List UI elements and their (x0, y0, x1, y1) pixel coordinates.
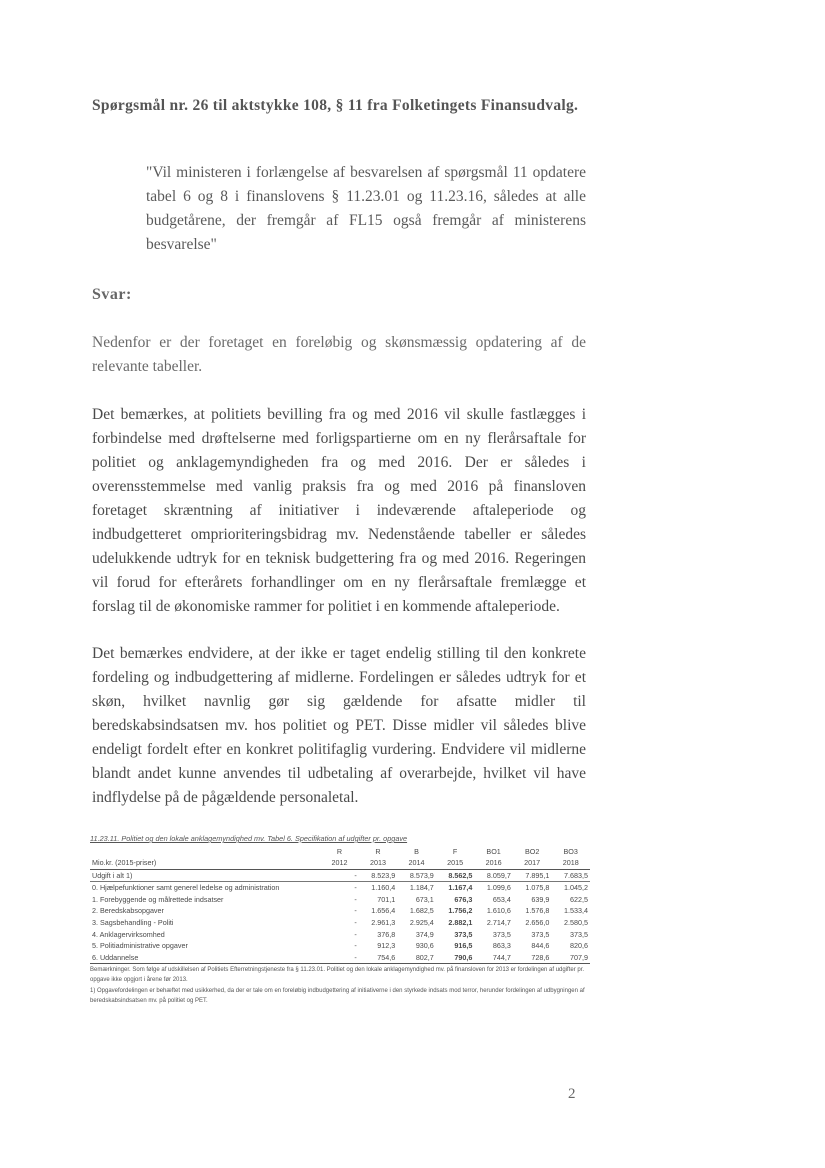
table-notes (90, 966, 590, 1006)
table-header-row-type (90, 847, 590, 857)
table-row (90, 894, 590, 906)
expenditure-table (90, 847, 590, 964)
table-row (90, 882, 590, 894)
table-cell: 373,5 (492, 929, 511, 939)
table-cell: 376,8 (377, 929, 396, 939)
table-cell: 916,5 (454, 941, 473, 951)
table-cell: 2.580,5 (564, 917, 588, 927)
table-note-footnote: 1) Opgavefordelingen er behæftet med usikkerhed, da der er tale om en foreløbig indbudgettering af initiativerne i den styrkede indsats mod terror, herunder fordelingen af udbygningen af beredskabsindsatsen mv. på politiet og PET. (90, 988, 585, 1004)
table-cell: 2014 (397, 857, 436, 869)
table-cell: F (452, 847, 458, 856)
table-cell: BO2 (524, 847, 540, 856)
table-cell: 912,3 (377, 941, 396, 951)
table-cell: - (354, 941, 357, 951)
table-cell: - (320, 952, 359, 964)
table-cell: 1.045,2 (564, 883, 588, 893)
table-cell: 802,7 (397, 952, 436, 964)
table-cell: R (336, 847, 343, 856)
table-cell: 2018 (551, 857, 590, 869)
table-cell: 1.756,2 (448, 906, 473, 916)
answer-paragraph-2: Det bemærkes, at politiets bevilling fra og med 2016 vil skulle fastlægges i forbindelse med drøftelserne med forligspartierne om en ny flerårsaftale for politiet og anklagemyndigheden fra og med 2016. Der er således i overensstemmelse med vanlig praksis fra og med 2016 på finansloven foretaget skræntning af initiativer i indeværende aftaleperiode og indbudgetteret omprioriteringsbidrag mv. Nedenstående tabeller er således udelukkende udtryk for en teknisk budgettering fra og med 2016. Regeringen vil forud for efterårets forhandlinger om en ny flerårsaftale fremlægge et forslag til de økonomiske rammer for politiet i en kommende aftaleperiode. (92, 406, 586, 615)
table-cell: 844,6 (531, 941, 550, 951)
table-cell: 1.656,4 (371, 906, 396, 916)
table-row (90, 929, 590, 941)
table-row (90, 905, 590, 917)
table-row-label (90, 847, 320, 857)
table-cell: - (354, 929, 357, 939)
table-row (90, 952, 590, 964)
table-cell: 2.961,3 (371, 917, 396, 927)
table-cell: 673,1 (415, 894, 434, 904)
table-row-label: Udgift i alt 1) (90, 869, 320, 882)
table-cell: 1.075,8 (525, 883, 550, 893)
table-cell: 1.610,6 (486, 906, 511, 916)
table-cell: - (354, 894, 357, 904)
table-cell: - (320, 869, 359, 882)
table-title: 11.23.11. Politiet og den lokale anklagemyndighed mv. Tabel 6. Specifikation af udgifter pr. opgave (90, 834, 408, 843)
table-cell: 1.576,8 (525, 906, 550, 916)
table-cell: 754,6 (359, 952, 398, 964)
table-row (90, 869, 590, 882)
table-row-label: 3. Sagsbehandling - Politi (92, 917, 174, 927)
table-cell: 1.099,6 (486, 883, 511, 893)
table-cell: R (375, 847, 381, 856)
table-row (90, 940, 590, 952)
table-cell: 744,7 (474, 952, 513, 964)
table-cell: 790,6 (436, 952, 475, 964)
table-cell: 373,5 (570, 929, 588, 939)
table-row (90, 917, 590, 929)
table-cell: 373,5 (531, 929, 550, 939)
table-cell: - (354, 906, 357, 916)
table-note-remarks: Bemærkninger. Som følge af udskillelsen af Politiets Efterretningstjeneste fra § 11.23.01. Politiet og den lokale anklagemyndighed mv. på finansloven for 2013 er fordelingen af udgifter pr. opgave ikke opgjort i årene før 2013. (90, 967, 585, 983)
table-row-label: 6. Uddannelse (90, 952, 320, 964)
table-cell: 707,9 (551, 952, 590, 964)
table-row-label: 4. Anklagervirksomhed (92, 929, 165, 939)
table-cell: 373,5 (454, 929, 473, 939)
table-cell: 1.682,5 (409, 906, 434, 916)
table-cell: BO1 (486, 847, 501, 856)
table-cell: 728,6 (513, 952, 552, 964)
table-cell: 820,6 (570, 941, 588, 951)
table-cell: 2.656,0 (525, 917, 550, 927)
table-cell: 1.184,7 (409, 883, 434, 893)
table-cell: 701,1 (377, 894, 396, 904)
table-cell: 676,3 (454, 894, 473, 904)
table-cell: 1.533,4 (564, 906, 588, 916)
table-cell: 930,6 (415, 941, 434, 951)
table-cell: 374,9 (415, 929, 434, 939)
table-cell: 1.160,4 (371, 883, 396, 893)
answer-label: Svar: (92, 286, 132, 303)
table-row-label: 5. Politiadministrative opgaver (92, 941, 188, 951)
table-cell: 622,5 (570, 894, 588, 904)
table-row-label: 0. Hjælpefunktioner samt generel ledelse og administration (92, 883, 280, 893)
answer-paragraph-1: Nedenfor er der foretaget en foreløbig og skønsmæssig opdatering af de relevante tabeller. (92, 334, 586, 375)
table-cell: 863,3 (492, 941, 511, 951)
table-cell: BO3 (563, 847, 578, 856)
table-cell: 2013 (359, 857, 398, 869)
table-cell: 7.895,1 (513, 869, 552, 882)
table-cell: 2.714,7 (486, 917, 511, 927)
table-row-label: Mio.kr. (2015-priser) (90, 857, 320, 869)
table-row-label: 1. Forebyggende og målrettede indsatser (92, 894, 224, 904)
page-number: 2 (568, 1086, 576, 1102)
table-cell: 2012 (320, 857, 359, 869)
table-cell: 2.925,4 (409, 917, 434, 927)
table-cell: 2.882,1 (448, 917, 473, 927)
expenditure-table-block (90, 834, 590, 1008)
table-cell: 639,9 (531, 894, 550, 904)
table-cell: 8.523,9 (359, 869, 398, 882)
table-cell: 2016 (474, 857, 513, 869)
question-quote: "Vil ministeren i forlængelse af besvarelsen af spørgsmål 11 opdatere tabel 6 og 8 i finanslovens § 11.23.01 og 11.23.16, således at alle budgetårene, der fremgår af FL15 også fremgår af ministerens besvarelse" (146, 164, 586, 253)
table-cell: 8.562,5 (436, 869, 475, 882)
table-cell: 1.167,4 (448, 883, 473, 893)
table-cell: 8.059,7 (474, 869, 513, 882)
table-cell: B (414, 847, 419, 856)
table-cell: 2015 (436, 857, 475, 869)
table-cell: - (354, 917, 357, 927)
table-header-row-year (90, 857, 590, 869)
table-cell: 2017 (513, 857, 552, 869)
answer-paragraph-3: Det bemærkes endvidere, at der ikke er taget endelig stilling til den konkrete fordeling og indbudgettering af midlerne. Fordelingen er således udtryk for et skøn, hvilket navnlig gør sig gældende for afsatte midler til beredskabsindsatsen mv. hos politiet og PET. Disse midler vil således blive endeligt fordelt efter en konkret politifaglig vurdering. Endvidere vil midlerne blandt andet kunne anvendes til udbetaling af overarbejde, hvilket vil have indflydelse på de pågældende personaletal. (92, 645, 586, 806)
table-cell: 653,4 (492, 894, 511, 904)
table-row-label: 2. Beredskabsopgaver (92, 906, 164, 916)
table-cell: - (354, 883, 357, 893)
table-cell: 7.683,5 (551, 869, 590, 882)
table-cell: 8.573,9 (397, 869, 436, 882)
question-heading: Spørgsmål nr. 26 til aktstykke 108, § 11 fra Folketingets Finansudvalg. (92, 97, 579, 114)
